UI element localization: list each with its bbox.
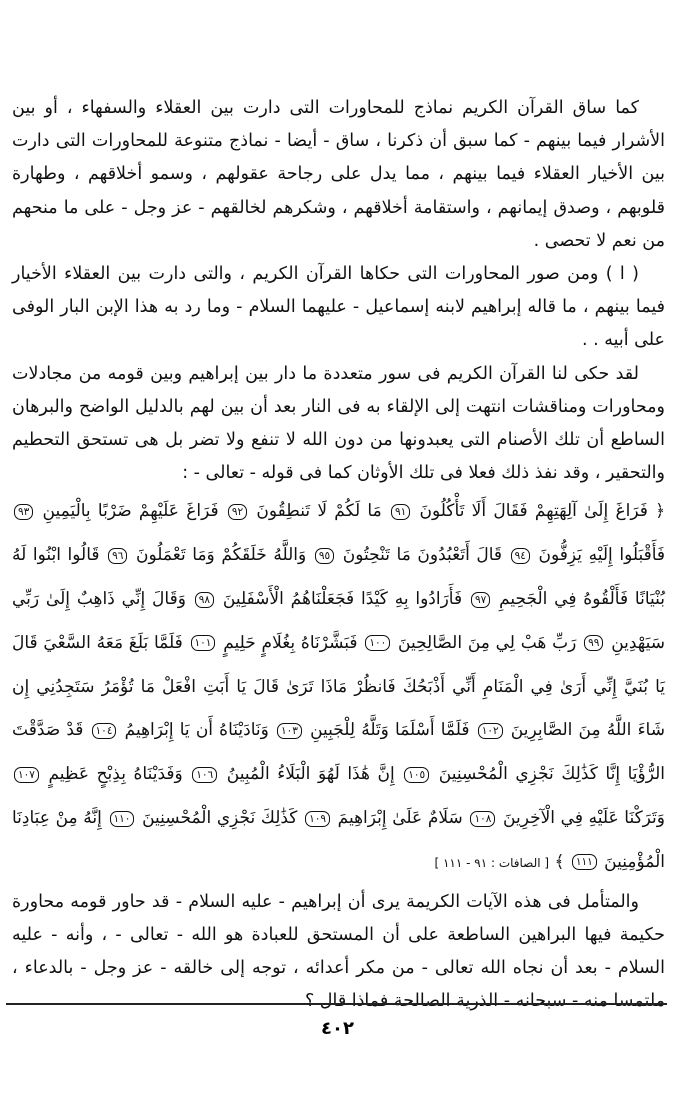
verse-92: مَا لَكُمْ لَا تَنطِقُونَ xyxy=(256,501,382,522)
page-number: ٤٠٢ xyxy=(321,1018,354,1039)
ayah-marker-104: ١٠٤ xyxy=(92,723,117,739)
ayah-marker-93: ٩٣ xyxy=(14,504,33,520)
ayah-marker-97: ٩٧ xyxy=(471,592,490,608)
verse-105: قَدْ صَدَّقْتَ الرُّؤْيَا إِنَّا كَذَٰلِكَ نَجْزِي الْمُحْسِنِينَ xyxy=(12,720,666,785)
ayah-marker-107: ١٠٧ xyxy=(14,767,39,783)
ayah-marker-100: ١٠٠ xyxy=(365,635,390,651)
ayah-marker-102: ١٠٢ xyxy=(478,723,503,739)
verse-97: قَالُوا ابْنُوا لَهُ بُنْيَانًا فَأَلْقُوهُ فِي الْجَحِيمِ xyxy=(12,545,665,610)
verse-108: وَتَرَكْنَا عَلَيْهِ فِي الْآخِرِينَ xyxy=(503,808,665,829)
verse-102: فَلَمَّا بَلَغَ مَعَهُ السَّعْيَ قَالَ يَا بُنَيَّ إِنِّي أَرَىٰ فِي الْمَنَامِ أَنِّي أَذْبَحُكَ فَانظُرْ مَاذَا تَرَىٰ قَالَ يَا أَبَتِ افْعَلْ مَا تُؤْمَرُ سَتَجِدُنِي إِن شَاءَ اللَّهُ مِنَ الصَّابِرِينَ xyxy=(12,632,665,741)
paragraph-intro: كما ساق القرآن الكريم نماذج للمحاورات التى دارت بين العقلاء والسفهاء ، أو بين الأشرار فيما بينهم - كما سبق أن ذكرنا ، ساق - أيضا - نماذج متنوعة للمحاورات التى دارت بين الأخيار العقلاء فيما بينهم ، مما يدل على رجاحة عقولهم ، وسمو أخلاقهم ، وطهارة قلوبهم ، وصدق إيمانهم ، واستقامة أخلاقهم ، وشكرهم لخالقهم - عز وجل - على ما منحهم من نعم لا تحصى . xyxy=(12,98,665,251)
verse-95: قَالَ أَتَعْبُدُونَ مَا تَنْحِتُونَ xyxy=(342,545,503,566)
verse-91: فَرَاغَ إِلَىٰ آلِهَتِهِمْ فَقَالَ أَلَا تَأْكُلُونَ xyxy=(419,501,648,522)
verse-100: رَبِّ هَبْ لِي مِنَ الصَّالِحِينَ xyxy=(398,632,577,653)
ayah-marker-105: ١٠٥ xyxy=(404,767,429,783)
ayah-marker-101: ١٠١ xyxy=(191,635,216,651)
ayah-marker-91: ٩١ xyxy=(391,504,410,520)
ayah-marker-108: ١٠٨ xyxy=(470,811,495,827)
verse-99: وَقَالَ إِنِّي ذَاهِبٌ إِلَىٰ رَبِّي سَيَهْدِينِ xyxy=(12,589,665,653)
paragraph-abraham-story-text: لقد حكى لنا القرآن الكريم فى سور متعددة ما دار بين إبراهيم وبين قومه من مجادلات ومحاورات ومناقشات انتهت إلى الإلقاء به فى النار بعد أن بين لهم بالدليل الواضح والبرهان الساطع أن تلك الأصنام التى يعبدونها من دون الله لا تنفع ولا تضر بل هى تستحق التحطيم والتحقير ، وقد نفذ ذلك فعلا فى تلك الأوثان كما فى قوله - تعالى - : xyxy=(12,363,665,484)
verse-107: وَفَدَيْنَاهُ بِذِبْحٍ عَظِيمٍ xyxy=(48,764,183,785)
verse-open-bracket: ﴿ xyxy=(655,501,666,522)
verse-106: إِنَّ هَٰذَا لَهُوَ الْبَلَاءُ الْمُبِينُ xyxy=(226,764,395,785)
ayah-marker-110: ١١٠ xyxy=(110,811,135,827)
verse-111: إِنَّهُ مِنْ عِبَادِنَا الْمُؤْمِنِينَ xyxy=(12,808,665,872)
verse-94: فَأَقْبَلُوا إِلَيْهِ يَزِفُّونَ xyxy=(538,545,666,566)
ayah-marker-98: ٩٨ xyxy=(195,592,214,608)
verse-96: وَاللَّهُ خَلَقَكُمْ وَمَا تَعْمَلُونَ xyxy=(136,545,307,566)
verse-93: فَرَاغَ عَلَيْهِمْ ضَرْبًا بِالْيَمِينِ xyxy=(42,501,219,522)
ayah-marker-96: ٩٦ xyxy=(108,548,127,564)
ayah-marker-99: ٩٩ xyxy=(584,635,603,651)
verse-citation: [ الصافات : ٩١ - ١١١ ] xyxy=(434,855,550,870)
verse-104: وَنَادَيْنَاهُ أَن يَا إِبْرَاهِيمُ xyxy=(124,720,269,741)
ayah-marker-111: ١١١ xyxy=(572,854,597,870)
footer-divider xyxy=(6,1003,667,1005)
page-body xyxy=(12,92,665,1018)
ayah-marker-95: ٩٥ xyxy=(315,548,334,564)
verse-close-bracket: ﴾ xyxy=(554,851,565,872)
paragraph-abraham-story xyxy=(12,358,665,491)
quran-verses-block xyxy=(12,490,665,885)
verse-109: سَلَامٌ عَلَىٰ إِبْرَاهِيمَ xyxy=(337,808,463,829)
ayah-marker-106: ١٠٦ xyxy=(192,767,217,783)
verse-98: فَأَرَادُوا بِهِ كَيْدًا فَجَعَلْنَاهُمُ الْأَسْفَلِينَ xyxy=(222,589,463,610)
ayah-marker-103: ١٠٣ xyxy=(277,723,302,739)
verse-101: فَبَشَّرْنَاهُ بِغُلَامٍ حَلِيمٍ xyxy=(223,632,358,653)
paragraph-reflection: والمتأمل فى هذه الآيات الكريمة يرى أن إبراهيم - عليه السلام - قد حاور قومه محاورة حكيمة فيها البراهين الساطعة على أن المستحق للعبادة هو الله - تعالى - ، وأنه - عليه السلام - بعد أن نجاه الله تعالى - من مكر أعدائه ، توجه إلى خالقه - عز وجل - بالدعاء ، ملتمسا منه - سبحانه - الذرية الصالحة فماذا قال ؟ xyxy=(12,891,665,1012)
ayah-marker-94: ٩٤ xyxy=(511,548,530,564)
paragraph-section-a: ( ا ) ومن صور المحاورات التى حكاها القرآن الكريم ، والتى دارت بين العقلاء الأخيار فيما بينهم ، ما قاله إبراهيم لابنه إسماعيل - عليهما السلام - وما رد به هذا الإبن البار الوفى على أبيه . . xyxy=(12,264,665,351)
verse-110: كَذَٰلِكَ نَجْزِي الْمُحْسِنِينَ xyxy=(142,808,298,829)
ayah-marker-92: ٩٢ xyxy=(228,504,247,520)
ayah-marker-109: ١٠٩ xyxy=(305,811,330,827)
verse-103: فَلَمَّا أَسْلَمَا وَتَلَّهُ لِلْجَبِينِ xyxy=(310,720,470,741)
